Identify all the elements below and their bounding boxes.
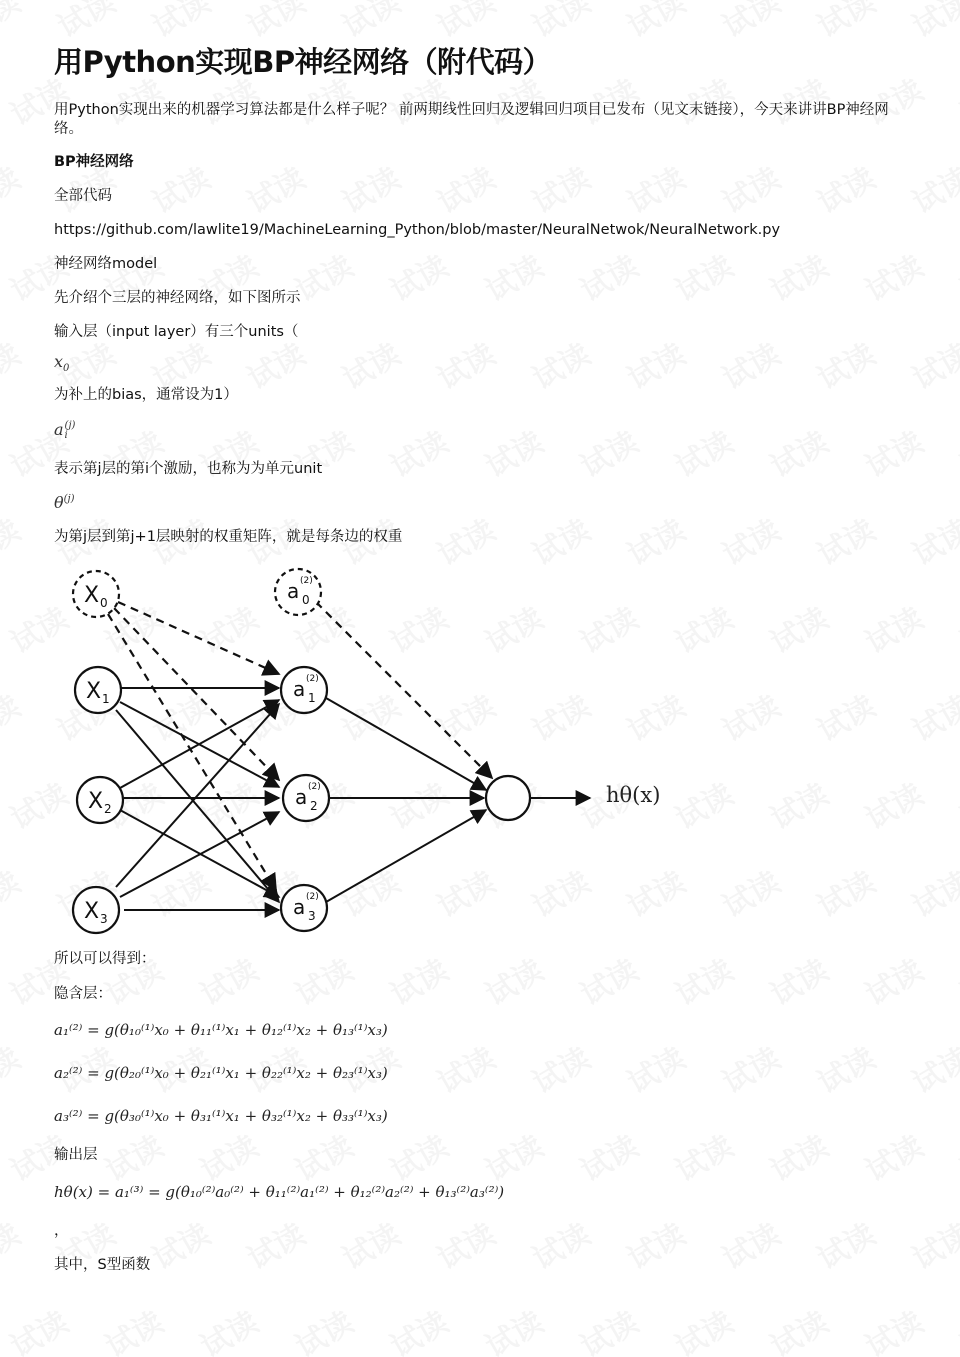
node-a2-sub: 2: [310, 799, 318, 813]
watermark-text: [951, 242, 960, 310]
node-x3-label: X: [84, 899, 100, 924]
node-a1: [281, 667, 327, 713]
node-a2: [283, 775, 329, 821]
edge-x3-a1: [116, 704, 279, 887]
section-heading: BP神经网络: [54, 154, 134, 170]
watermark-text: [1, 1298, 75, 1357]
page-title: 用Python实现BP神经网络（附代码）: [54, 45, 552, 79]
output-label: hθ(x): [606, 783, 661, 807]
sigmoid-text: 其中，S型函数: [54, 1257, 151, 1273]
equation-hidden-2: a₂⁽²⁾ = g(θ₂₀⁽¹⁾x₀ + θ₂₁⁽¹⁾x₁ + θ₂₂⁽¹⁾x₂ + θ₂₃⁽¹⁾x₃): [54, 1064, 388, 1082]
so-we-get-text: 所以可以得到：: [54, 951, 156, 967]
watermark-text: [903, 0, 960, 46]
symbol-x0-base: x: [54, 352, 64, 371]
node-x0: [73, 571, 119, 617]
node-x1-label: X: [86, 679, 102, 704]
node-a3-sub: 3: [308, 909, 316, 923]
symbol-theta: [54, 493, 75, 512]
model-heading: 神经网络model: [54, 256, 158, 272]
watermark-text: [856, 1298, 930, 1357]
node-x2-sub: 2: [104, 802, 112, 816]
watermark-text: [903, 1034, 960, 1102]
watermark-text: [951, 1298, 960, 1357]
watermark-text: [713, 1034, 787, 1102]
node-x1: [75, 667, 121, 713]
watermark-text: [808, 682, 882, 750]
output-layer-label: 输出层: [54, 1147, 98, 1163]
node-a3-sup: (2): [306, 892, 319, 902]
watermark-text: [0, 506, 27, 574]
symbol-x0: [54, 352, 69, 374]
watermark-text: [381, 1298, 455, 1357]
watermark-text: [0, 1210, 27, 1278]
bias-note: 为补上的bias，通常设为1）: [54, 387, 238, 403]
node-x2: [77, 777, 123, 823]
node-a2-sup: (2): [308, 782, 321, 792]
node-x0-label: X: [84, 583, 100, 608]
solid-edges-hidden-output: [326, 698, 590, 902]
node-x3-sub: 3: [100, 912, 108, 926]
watermark-text: [0, 0, 27, 46]
watermark-text: [618, 1034, 692, 1102]
watermark-text: [571, 1298, 645, 1357]
intro-paragraph: 用Python实现出来的机器学习算法都是什么样子呢？ 前两期线性回归及逻辑回归项目已发布（见文末链接），今天来讲讲BP神经网络。: [54, 102, 889, 137]
symbol-a-sub: i: [64, 429, 68, 441]
node-a0: [275, 569, 321, 615]
watermark-text: [0, 154, 27, 222]
watermark-text: [761, 1298, 835, 1357]
dashed-bias-edges: [108, 602, 492, 890]
watermark-text: [951, 594, 960, 662]
symbol-x0-sub: 0: [63, 363, 70, 375]
watermark-text: [0, 1034, 27, 1102]
symbol-activation: [54, 420, 75, 441]
node-output: [486, 776, 530, 820]
neural-network-diagram: [54, 562, 694, 940]
comma-text: ，: [54, 1223, 69, 1239]
watermark-text: [808, 0, 882, 46]
edge-a0-out: [316, 602, 492, 778]
symbol-a-sup: (j): [64, 419, 76, 431]
watermark-text: [808, 1034, 882, 1102]
watermark-text: [0, 330, 27, 398]
watermark-text: [951, 946, 960, 1014]
watermark-text: [0, 858, 27, 926]
watermark-text: [428, 1034, 502, 1102]
node-a0-sup: (2): [300, 576, 313, 586]
node-a3-label: a: [293, 895, 306, 919]
equation-hidden-1: a₁⁽²⁾ = g(θ₁₀⁽¹⁾x₀ + θ₁₁⁽¹⁾x₁ + θ₁₂⁽¹⁾x₂ + θ₁₃⁽¹⁾x₃): [54, 1021, 388, 1039]
edge-a1-out: [326, 698, 486, 790]
watermark-text: [903, 858, 960, 926]
node-a0-label: a: [287, 579, 300, 603]
watermark-text: [951, 418, 960, 486]
node-a1-sub: 1: [308, 691, 316, 705]
model-intro: 先介绍个三层的神经网络，如下图所示: [54, 290, 301, 306]
node-x2-label: X: [88, 789, 104, 814]
edge-x0-a2: [114, 608, 279, 780]
watermark-text: [856, 594, 930, 662]
watermark-text: [191, 1298, 265, 1357]
node-a3: [281, 885, 327, 931]
watermark-text: [951, 770, 960, 838]
edge-x0-a1: [118, 602, 279, 674]
node-x3: [73, 887, 119, 933]
watermark-text: [286, 1298, 360, 1357]
watermark-text: [951, 1122, 960, 1190]
input-layer-text: 输入层（input layer）有三个units（: [54, 324, 299, 340]
node-a2-label: a: [295, 785, 308, 809]
solid-edges-input-hidden: [116, 688, 279, 910]
watermark-text: [96, 1298, 170, 1357]
watermark-text: [856, 770, 930, 838]
node-x1-sub: 1: [102, 692, 110, 706]
hidden-layer-label: 隐含层：: [54, 986, 112, 1002]
watermark-text: [618, 0, 692, 46]
watermark-text: [903, 682, 960, 750]
watermark-text: [761, 770, 835, 838]
weight-note: 为第j层到第j+1层映射的权重矩阵，就是每条边的权重: [54, 529, 403, 545]
edge-a3-out: [326, 810, 486, 902]
watermark-text: [666, 1298, 740, 1357]
code-url-link[interactable]: https://github.com/lawlite19/MachineLearning_Python/blob/master/NeuralNetwok/NeuralNetwork.py: [54, 222, 781, 238]
node-a1-label: a: [293, 677, 306, 701]
node-a1-sup: (2): [306, 674, 319, 684]
symbol-theta-base: θ: [54, 493, 64, 512]
symbol-theta-sup: (j): [63, 493, 75, 505]
symbol-a-base: a: [54, 420, 64, 439]
watermark-text: [0, 682, 27, 750]
watermark-text: [476, 1298, 550, 1357]
watermark-text: [761, 594, 835, 662]
equation-output: hθ(x) = a₁⁽³⁾ = g(θ₁₀⁽²⁾a₀⁽²⁾ + θ₁₁⁽²⁾a₁⁽²⁾ + θ₁₂⁽²⁾a₂⁽²⁾ + θ₁₃⁽²⁾a₃⁽²⁾): [54, 1183, 505, 1201]
node-a0-sub: 0: [302, 593, 310, 607]
watermark-text: [951, 66, 960, 134]
watermark-text: [713, 0, 787, 46]
watermark-text: [523, 1034, 597, 1102]
equation-hidden-3: a₃⁽²⁾ = g(θ₃₀⁽¹⁾x₀ + θ₃₁⁽¹⁾x₁ + θ₃₂⁽¹⁾x₂ + θ₃₃⁽¹⁾x₃): [54, 1107, 388, 1125]
full-code-label: 全部代码: [54, 188, 112, 204]
activation-note: 表示第j层的第i个激励，也称为为单元unit: [54, 461, 323, 477]
watermark-text: [808, 858, 882, 926]
node-x0-sub: 0: [100, 596, 108, 610]
watermark-text: [713, 682, 787, 750]
edge-x1-a3: [116, 710, 279, 902]
watermark-text: [713, 858, 787, 926]
